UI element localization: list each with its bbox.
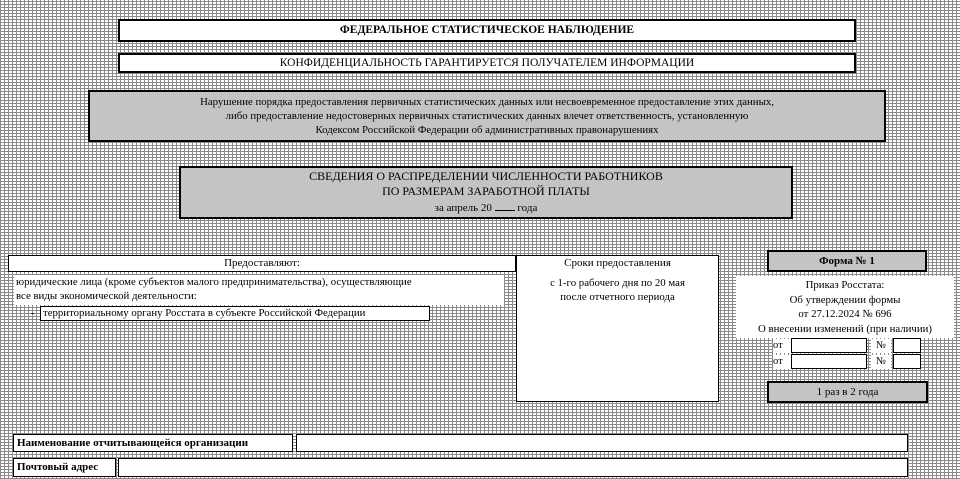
order-line-2: Об утверждении формы: [789, 293, 901, 306]
deadline-line-1: с 1-го рабочего дня по 20 мая: [550, 277, 685, 289]
deadlines-body: [516, 271, 719, 402]
amendment-date-field-1[interactable]: [791, 338, 867, 353]
providers-dash: [31, 307, 39, 320]
form-number: [767, 250, 927, 272]
report-period-suffix: года: [517, 202, 538, 214]
report-period: [181, 199, 791, 216]
warning-line-2: либо предоставление недостоверных первичных статистических данных влечет ответственность, установленную: [225, 110, 749, 122]
postal-address-label: [13, 458, 116, 477]
no-label-text: №: [875, 356, 887, 367]
frequency-badge: [767, 381, 928, 403]
form-title-text: ФЕДЕРАЛЬНОЕ СТАТИСТИЧЕСКОЕ НАБЛЮДЕНИЕ: [339, 24, 635, 36]
form-number-text: Форма № 1: [819, 255, 875, 267]
confidentiality-notice: [118, 53, 856, 73]
postal-address-label-text: Почтовый адрес: [17, 461, 99, 473]
providers-body: [14, 275, 504, 305]
report-title-line-1: СВЕДЕНИЯ О РАСПРЕДЕЛЕНИИ ЧИСЛЕННОСТИ РАБОТНИКОВ: [309, 169, 663, 183]
deadline-line-2: после отчетного периода: [560, 291, 675, 303]
organization-name-field[interactable]: [296, 434, 908, 452]
form-title: [118, 19, 856, 42]
organization-name-label: [13, 434, 293, 452]
amendment-date-field-2[interactable]: [791, 354, 867, 369]
deadlines-header: [516, 255, 719, 272]
organization-name-label-text: Наименование отчитывающейся организации: [17, 437, 249, 449]
providers-text-line-1: юридические лица (кроме субъектов малого предпринимательства), осуществляющие: [16, 276, 412, 288]
order-line-3: от 27.12.2024 № 696: [798, 308, 892, 320]
amendment-from-label-1: [773, 339, 791, 353]
year-input[interactable]: [495, 199, 515, 211]
warning-line-1: Нарушение порядка предоставления первичных статистических данных или несвоевременное предоставление этих данных,: [200, 96, 774, 108]
recipient-item: [40, 306, 430, 321]
providers-dash-text: -: [31, 307, 35, 319]
report-period-prefix: за апрель 20: [434, 202, 492, 214]
amendment-from-label-2: [773, 355, 791, 369]
providers-header-text: Предоставляют:: [224, 257, 300, 269]
postal-address-field[interactable]: [118, 458, 908, 477]
warning-line-3: Кодексом Российской Федерации об административных правонарушениях: [315, 124, 659, 136]
recipient-text: территориальному органу Росстата в субъекте Российской Федерации: [43, 307, 366, 319]
changes-note: О внесении изменений (при наличии): [758, 322, 932, 335]
report-title: [179, 166, 793, 219]
amendment-number-field-1[interactable]: [893, 338, 921, 353]
confidentiality-text: КОНФИДЕНЦИАЛЬНОСТЬ ГАРАНТИРУЕТСЯ ПОЛУЧАТЕЛЕМ ИНФОРМАЦИИ: [279, 57, 695, 69]
amendment-number-field-2[interactable]: [893, 354, 921, 369]
providers-header: [8, 255, 516, 272]
amendment-no-label-1: [871, 339, 891, 353]
amendment-no-label-2: [871, 355, 891, 369]
order-block: [736, 276, 954, 338]
from-label-text: от: [773, 340, 783, 351]
deadlines-header-text: Сроки предоставления: [564, 257, 671, 269]
providers-text-line-2: все виды экономической деятельности:: [16, 290, 197, 302]
no-label-text: №: [875, 340, 887, 351]
from-label-text: от: [773, 356, 783, 367]
report-title-line-2: ПО РАЗМЕРАМ ЗАРАБОТНОЙ ПЛАТЫ: [382, 184, 590, 198]
order-line-1: Приказ Росстата:: [805, 279, 885, 291]
frequency-text: 1 раз в 2 года: [816, 386, 879, 398]
liability-warning: [88, 90, 886, 142]
